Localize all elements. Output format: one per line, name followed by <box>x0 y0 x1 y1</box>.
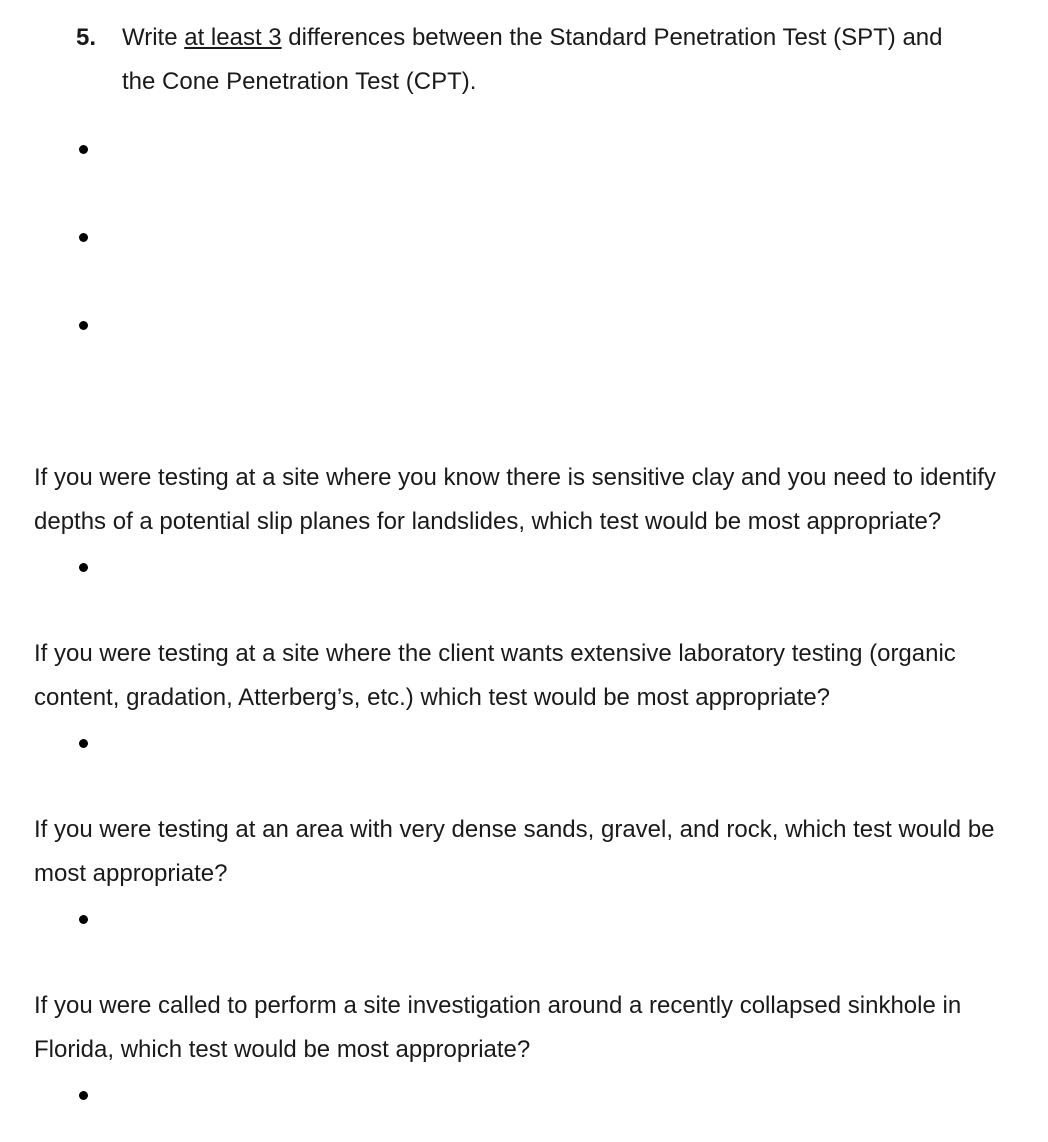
answer-bullet <box>79 321 88 330</box>
scenario-2-line-1: If you were testing at a site where the client wants extensive laboratory testing (organic <box>34 640 956 667</box>
scenario-3-answer-bullet <box>79 915 88 924</box>
question-text-post: differences between the Standard Penetration Test (SPT) and <box>281 24 943 51</box>
scenario-4-answer-bullet <box>79 1091 88 1100</box>
scenario-4-line-2: Florida, which test would be most appropriate? <box>34 1036 531 1063</box>
scenario-1-line-1: If you were testing at a site where you know there is sensitive clay and you need to identify <box>34 464 996 491</box>
scenario-2-answer-bullet <box>79 739 88 748</box>
question-number: 5. <box>76 24 97 51</box>
question-text-line-2: the Cone Penetration Test (CPT). <box>122 68 477 95</box>
scenario-3-line-2: most appropriate? <box>34 860 228 887</box>
answer-bullet <box>79 145 88 154</box>
scenario-3-line-1: If you were testing at an area with very dense sands, gravel, and rock, which test would be <box>34 816 995 843</box>
scenario-4-line-1: If you were called to perform a site investigation around a recently collapsed sinkhole in <box>34 992 962 1019</box>
scenario-1-line-2: depths of a potential slip planes for landslides, which test would be most appropriate? <box>34 508 942 535</box>
scenario-2-line-2: content, gradation, Atterberg’s, etc.) which test would be most appropriate? <box>34 684 831 711</box>
question-text-line-1 <box>122 16 943 60</box>
question-text-underlined: at least 3 <box>184 24 282 51</box>
answer-bullet <box>79 233 88 242</box>
question-text-pre: Write <box>122 24 185 51</box>
scenario-1-answer-bullet <box>79 563 88 572</box>
